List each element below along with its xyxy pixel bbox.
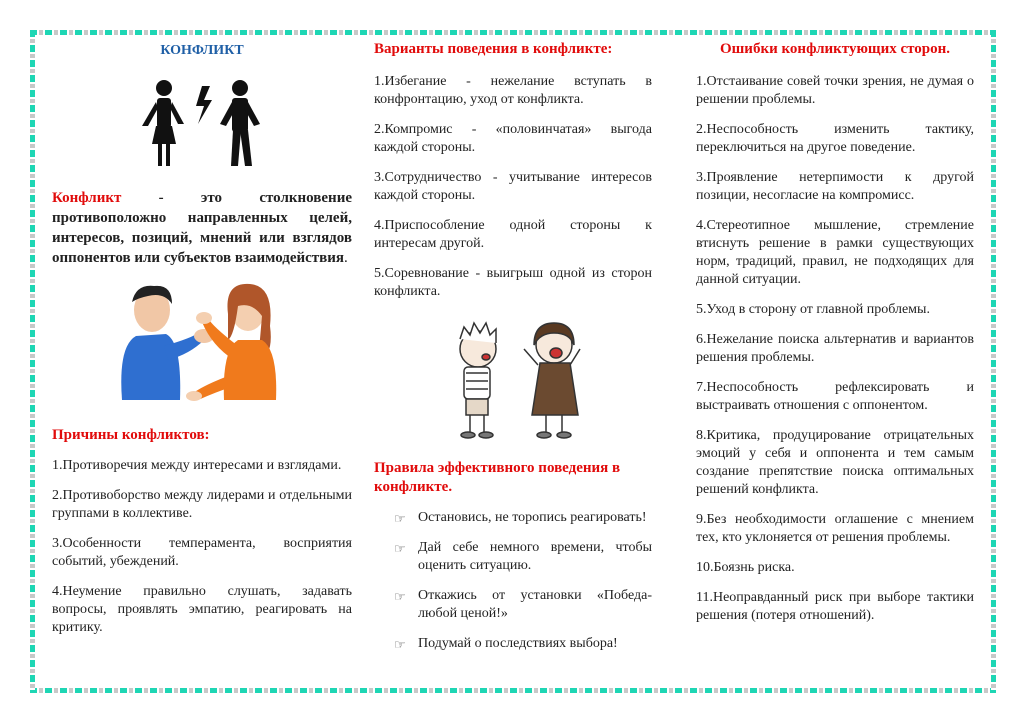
pointing-hand-icon: ☞	[394, 589, 406, 604]
behavior-item: 1.Избегание - нежелание вступать в конфронтацию, уход от конфликта.	[374, 74, 652, 107]
rule-text: Откажись от установки «Победа-любой ценой!»	[418, 588, 652, 621]
behavior-item: 5.Соревнование - выигрыш одной из сторон конфликта.	[374, 266, 652, 299]
error-item: 8.Критика, продуцирование отрицательных эмоций у себя и оппонента и тем самым создание препятствие поиска оптимальных решений конфликта.	[696, 428, 974, 497]
column-errors	[696, 40, 974, 625]
error-item: 9.Без необходимости оглашение с мнением тех, кто уклоняется от решения проблемы.	[696, 512, 974, 545]
error-item: 5.Уход в сторону от главной проблемы.	[696, 302, 930, 317]
arguing-people-illustration	[52, 276, 352, 406]
behavior-item: 4.Приспособление одной стороны к интересам другой.	[374, 218, 652, 251]
error-item: 11.Неоправданный риск при выборе тактики решения (потеря отношений).	[696, 590, 974, 623]
behavior-item: 2.Компромис - «половинчатая» выгода каждой стороны.	[374, 122, 652, 155]
cause-item: 1.Противоречия между интересами и взглядами.	[52, 458, 342, 473]
rule-text: Подумай о последствиях выбора!	[418, 636, 618, 651]
cause-item: 4.Неумение правильно слушать, задавать вопросы, проявлять эмпатию, реагировать на критику.	[52, 584, 352, 635]
behavior-item: 3.Сотрудничество - учитывание интересов каждой стороны.	[374, 170, 652, 203]
definition-end: .	[344, 250, 348, 266]
rule-text: Остановись, не торопись реагировать!	[418, 510, 647, 525]
error-item: 1.Отстаивание совей точки зрения, не думая о решении проблемы.	[696, 74, 974, 107]
bottom-border	[30, 688, 996, 693]
brochure-frame	[30, 30, 996, 693]
definition-text: - это столкновение противоположно направленных целей, интересов, позиций, мнений или взглядов оппонентов или субъектов взаимодействия	[52, 190, 352, 266]
cause-item: 3.Особенности темперамента, восприятия событий, убеждений.	[52, 536, 352, 569]
rule-item	[394, 539, 652, 575]
pointing-hand-icon: ☞	[394, 541, 406, 556]
behavior-heading: Варианты поведения в конфликте:	[374, 41, 613, 57]
right-border	[991, 30, 996, 693]
error-item: 6.Нежелание поиска альтернатив и вариантов решения проблемы.	[696, 332, 974, 365]
rule-item	[394, 509, 652, 527]
rule-text: Дай себе немного времени, чтобы оценить ситуацию.	[418, 540, 652, 573]
column-conflict	[52, 40, 352, 637]
errors-heading: Ошибки конфликтующих сторон.	[719, 41, 951, 57]
pointing-hand-icon: ☞	[394, 511, 406, 526]
causes-heading: Причины конфликтов:	[52, 427, 210, 443]
rule-item	[394, 635, 652, 653]
error-item: 2.Неспособность изменить тактику, переключиться на другое поведение.	[696, 122, 974, 155]
arguing-kids-illustration	[374, 315, 652, 445]
left-border	[30, 30, 35, 693]
error-item: 10.Боязнь риска.	[696, 560, 795, 575]
definition-term: Конфликт	[52, 190, 122, 206]
conflict-definition	[52, 188, 352, 268]
pointing-hand-icon: ☞	[394, 637, 406, 652]
error-item: 4.Стереотипное мышление, стремление втиснуть решение в рамки существующих норм, традиций, правил, не подходящих для данной ситуации.	[696, 218, 974, 287]
error-item: 7.Неспособность рефлексировать и выстраивать отношения с оппонентом.	[696, 380, 974, 413]
error-item: 3.Проявление нетерпимости к другой позиции, несогласие на компромисс.	[696, 170, 974, 203]
column-behavior	[374, 40, 652, 653]
top-border	[30, 30, 996, 35]
conflict-figures-icon	[52, 66, 352, 166]
page-title: КОНФЛИКТ	[160, 43, 244, 58]
cause-item: 2.Противоборство между лидерами и отдельными группами в коллективе.	[52, 488, 352, 521]
rule-item	[394, 587, 652, 623]
rules-heading: Правила эффективного поведения в конфликте.	[374, 460, 621, 495]
